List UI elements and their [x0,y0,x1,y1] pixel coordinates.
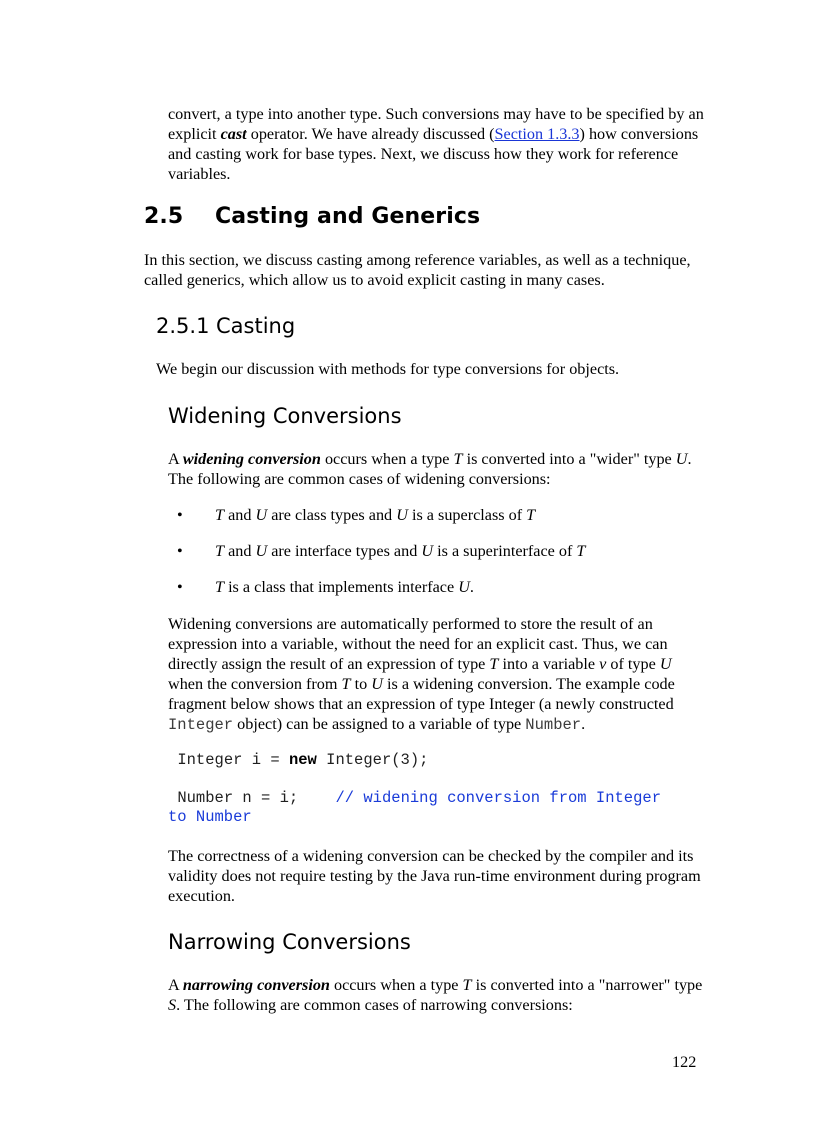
var: T [215,578,225,596]
var-S: S [168,996,177,1014]
var: T [576,542,586,560]
text: is a superclass of [407,506,527,524]
list-item [168,541,708,561]
narrowing-heading: Narrowing Conversions [168,930,411,954]
text: of type [606,655,660,673]
section-number: 2.5 [144,204,184,229]
intro-text: ) how conversions and casting work for base types. Next, we discuss how they work for reference variables. [168,125,699,183]
text: is a class that implements interface [224,578,459,596]
text: . [581,715,586,733]
section-heading [144,204,480,229]
code-line-integer [168,751,428,770]
var: U [659,655,672,673]
widening-check-paragraph: The correctness of a widening conversion can be checked by the compiler and its validity does not require testing by the Java run-time environment during program execution. [168,847,701,905]
code-line-number [168,789,708,827]
var: U [255,542,268,560]
code-indent [168,789,177,807]
text: into a variable [498,655,600,673]
narrowing-definition [168,975,708,1015]
text: . [469,578,474,596]
text: . The following are common cases of widening conversions: [168,450,692,488]
var: U [371,675,383,693]
text: when the conversion from [168,675,342,693]
code-gap [298,789,335,807]
var: U [421,542,434,560]
var: T [526,506,536,524]
text: are interface types and [267,542,422,560]
code-text: Integer(3); [316,751,429,769]
subsection-heading [156,314,295,338]
intro-text: operator. We have already discussed ( [246,125,495,143]
var: T [489,655,499,673]
intro-text: convert, a type into another type. Such conversions may have to be specified by an explicit [168,105,704,143]
code-text: Number n = i; [177,789,299,807]
text: is a superinterface of [433,542,577,560]
text: occurs when a type [329,976,463,994]
bullet-icon: • [177,542,183,560]
widening-explanation [168,614,708,735]
text: are class types and [267,506,397,524]
code-text: Integer i = [177,751,289,769]
code-indent [168,751,177,769]
section-1-3-3-link[interactable]: Section 1.3.3 [494,125,580,143]
var: U [458,578,470,596]
code-comment: // widening conversion from Integer [335,789,662,807]
narrowing-term: narrowing conversion [182,976,330,994]
text: occurs when a type [320,450,454,468]
var: T [215,542,225,560]
section-intro-paragraph: In this section, we discuss casting among reference variables, as well as a technique, called generics, which allow us to avoid explicit casting in many cases. [144,251,691,289]
var: T [215,506,225,524]
cast-term: cast [220,125,247,143]
subsection-intro-paragraph: We begin our discussion with methods for type conversions for objects. [156,360,620,378]
var: U [255,506,268,524]
list-item [168,577,708,597]
var-T: T [453,450,463,468]
widening-definition [168,449,708,489]
inline-code-integer: Integer [168,716,234,734]
text: is converted into a "wider" type [462,450,676,468]
text: A [168,450,183,468]
list-item [168,505,708,525]
text: and [224,506,256,524]
page-number: 122 [672,1053,697,1071]
widening-term: widening conversion [182,450,321,468]
subsection-title: Casting [216,314,296,338]
text: A [168,976,183,994]
widening-heading: Widening Conversions [168,404,402,428]
var-T: T [462,976,472,994]
intro-paragraph [168,104,708,184]
bullet-icon: • [177,578,183,596]
code-comment: to Number [168,808,252,826]
bullet-icon: • [177,506,183,524]
var-U: U [675,450,688,468]
widening-cases-list [168,505,708,613]
var: U [396,506,408,524]
text: is converted into a "narrower" type [471,976,703,994]
text: . The following are common cases of narrowing conversions: [176,996,573,1014]
text: object) can be assigned to a variable of type [233,715,526,733]
section-title: Casting and Generics [215,204,481,229]
var: T [341,675,351,693]
text: to [350,675,372,693]
text: and [224,542,256,560]
var: v [599,655,607,673]
code-keyword: new [288,751,317,769]
text: Widening conversions are automatically performed to store the result of an expression into a variable, without the need for an explicit cast. Thus, we can directly assign the result of an expression of type [168,615,668,673]
subsection-number: 2.5.1 [156,314,210,338]
inline-code-number: Number [525,716,582,734]
text: is a widening conversion. The example code fragment below shows that an expression of type Integer (a newly constructed [168,675,675,713]
